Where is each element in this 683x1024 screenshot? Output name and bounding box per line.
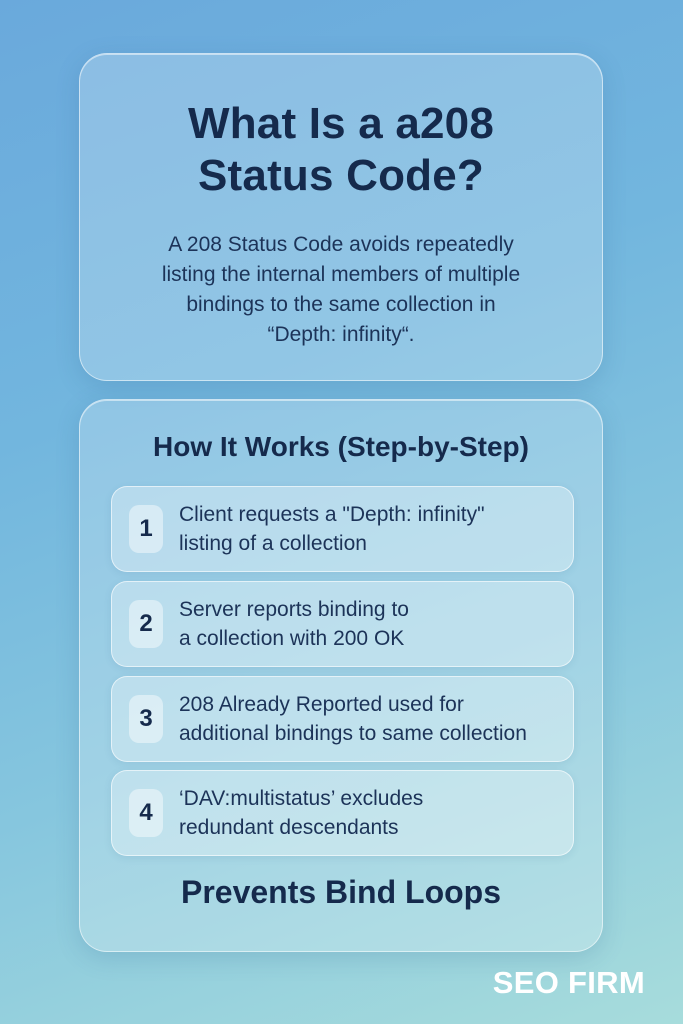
step-line: additional bindings to same collection — [179, 722, 527, 745]
step-number-badge: 4 — [129, 789, 163, 837]
step-number-badge: 1 — [129, 505, 163, 553]
steps-heading: How It Works (Step-by-Step) — [153, 431, 529, 462]
description-line-1: A 208 Status Code avoids repeatedly — [168, 233, 514, 256]
description-line-2: listing the internal members of multiple — [161, 263, 521, 286]
title-line-1: What Is a a208 — [187, 99, 495, 148]
step-line: ‘DAV:multistatus’ excludes — [179, 787, 424, 810]
step-text — [179, 595, 559, 653]
step-item-2 — [111, 581, 574, 667]
summary-tagline: Prevents Bind Loops — [180, 874, 502, 910]
intro-card — [79, 53, 603, 381]
description-line-4: “Depth: infinity“. — [267, 323, 415, 346]
step-number-badge: 3 — [129, 695, 163, 743]
step-text — [179, 784, 559, 842]
brand-logo-text: SEO FIRM — [492, 965, 645, 1000]
step-item-1 — [111, 486, 574, 572]
step-line: redundant descendants — [179, 816, 399, 839]
step-line: Server reports binding to — [179, 598, 409, 621]
step-text — [179, 500, 559, 558]
step-line: listing of a collection — [179, 532, 367, 555]
step-item-4 — [111, 770, 574, 856]
step-text — [179, 690, 559, 748]
step-line: 208 Already Reported used for — [179, 693, 464, 716]
title-line-2: Status Code? — [198, 151, 484, 200]
step-number-badge: 2 — [129, 600, 163, 648]
page-title — [80, 98, 602, 202]
description-line-3: bindings to the same collection in — [186, 293, 496, 316]
step-item-3 — [111, 676, 574, 762]
step-line: a collection with 200 OK — [179, 627, 405, 650]
step-line: Client requests a "Depth: infinity" — [179, 503, 485, 526]
steps-card — [79, 399, 603, 952]
intro-description — [110, 230, 572, 350]
